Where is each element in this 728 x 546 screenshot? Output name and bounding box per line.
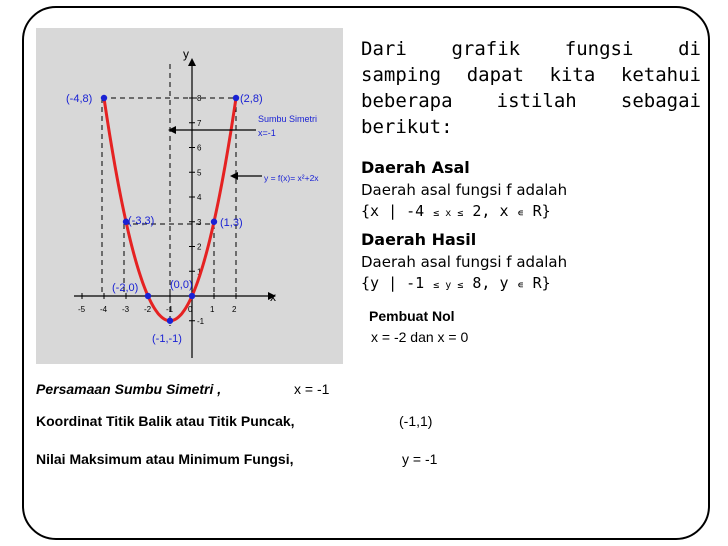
y-tick-label: 7: [197, 118, 202, 128]
intro-word: dapat: [466, 64, 524, 86]
extremum-row-value: y = -1: [402, 451, 438, 467]
intro-word: sebagai: [620, 90, 701, 112]
graph-point: [145, 293, 151, 299]
x-tick-label: 2: [232, 305, 237, 314]
y-tick-label: 6: [197, 143, 202, 153]
symmetry-row-label: Persamaan Sumbu Simetri ,: [36, 381, 222, 397]
symmetry-row-value: x = -1: [294, 381, 330, 397]
label-neg1-neg1: (-1,-1): [152, 333, 182, 345]
range-set-b: ≤ y ≤: [433, 280, 464, 291]
function-arrow-head-icon: [230, 172, 238, 180]
label-neg2-0: (-2,0): [112, 282, 139, 294]
domain-set-c: 2, x: [463, 202, 518, 220]
extremum-row-label: Nilai Maksimum atau Minimum Fungsi,: [36, 451, 294, 467]
x-tick-label: -5: [78, 305, 86, 314]
label-neg3-3: (-3,3): [128, 215, 155, 227]
y-tick-label: -1: [197, 316, 205, 326]
intro-word: beberapa: [361, 90, 453, 112]
range-title: Daerah Hasil: [361, 230, 477, 249]
range-set-d: ∊: [517, 280, 524, 291]
intro-word: di: [678, 38, 701, 60]
graph-point: [167, 318, 173, 324]
graph-point: [233, 95, 239, 101]
x-tick-label: 0: [188, 305, 193, 314]
domain-title: Daerah Asal: [361, 158, 470, 177]
symmetry-row: [36, 381, 436, 397]
extremum-row: [36, 451, 536, 467]
symmetry-label: Sumbu Simetri: [258, 114, 318, 124]
y-tick-label: 1: [197, 267, 202, 277]
zeros-text: x = -2 dan x = 0: [371, 329, 469, 345]
domain-set-b: ≤ x ≤: [433, 208, 464, 219]
label-1-3: (1,3): [220, 217, 243, 229]
parabola-graph: [36, 28, 343, 364]
y-tick-label: 2: [197, 242, 202, 252]
x-tick-label: -4: [100, 305, 108, 314]
domain-set-d: ∊: [517, 208, 524, 219]
intro-word: Dari: [361, 38, 407, 60]
symmetry-value: x=-1: [258, 128, 276, 138]
x-tick-label: -1: [166, 305, 174, 314]
intro-paragraph: [361, 36, 701, 140]
intro-word: ketahui: [620, 64, 701, 86]
y-tick-label: 3: [197, 217, 202, 227]
vertex-row: [36, 413, 536, 429]
intro-word: fungsi: [564, 38, 634, 60]
function-label: y = f(x)= x²+2x: [264, 173, 319, 183]
y-tick-label: 8: [197, 94, 202, 103]
intro-word: grafik: [451, 38, 521, 60]
graph-panel: [36, 28, 343, 364]
x-tick-label: -2: [144, 305, 152, 314]
symmetry-arrow-head-icon: [168, 126, 176, 134]
intro-word: samping: [361, 64, 442, 86]
graph-point: [189, 293, 195, 299]
domain-text: Daerah asal fungsi f adalah: [361, 181, 568, 199]
zeros-title: Pembuat Nol: [369, 308, 455, 324]
range-text: Daerah asal fungsi f adalah: [361, 253, 568, 271]
x-tick-label: 1: [210, 305, 215, 314]
vertex-row-label: Koordinat Titik Balik atau Titik Puncak,: [36, 413, 295, 429]
x-axis-label: x: [270, 290, 276, 304]
intro-line-3: [361, 88, 701, 114]
domain-set: [361, 202, 551, 220]
range-set-c: 8, y: [463, 274, 518, 292]
intro-line-1: [361, 36, 701, 62]
range-set-a: {y | -1: [361, 274, 434, 292]
intro-line-2: [361, 62, 701, 88]
label-0-0: (0,0): [170, 279, 193, 291]
intro-line-4: [361, 114, 701, 140]
graph-point: [101, 95, 107, 101]
y-tick-label: 4: [197, 193, 202, 202]
vertex-row-value: (-1,1): [399, 413, 433, 429]
range-set: [361, 274, 551, 292]
y-axis-label: y: [183, 47, 189, 61]
domain-set-a: {x | -4: [361, 202, 434, 220]
y-tick-label: 5: [197, 168, 202, 178]
x-tick-label: -3: [122, 305, 130, 314]
label-2-8: (2,8): [240, 93, 263, 105]
y-axis-arrow-icon: [188, 58, 196, 66]
domain-set-e: R}: [523, 202, 551, 220]
intro-word: kita: [549, 64, 596, 86]
label-neg4-8: (-4,8): [66, 93, 93, 105]
intro-word: istilah: [496, 90, 577, 112]
range-set-e: R}: [523, 274, 551, 292]
intro-word: berikut:: [361, 116, 453, 138]
graph-point: [211, 219, 217, 225]
